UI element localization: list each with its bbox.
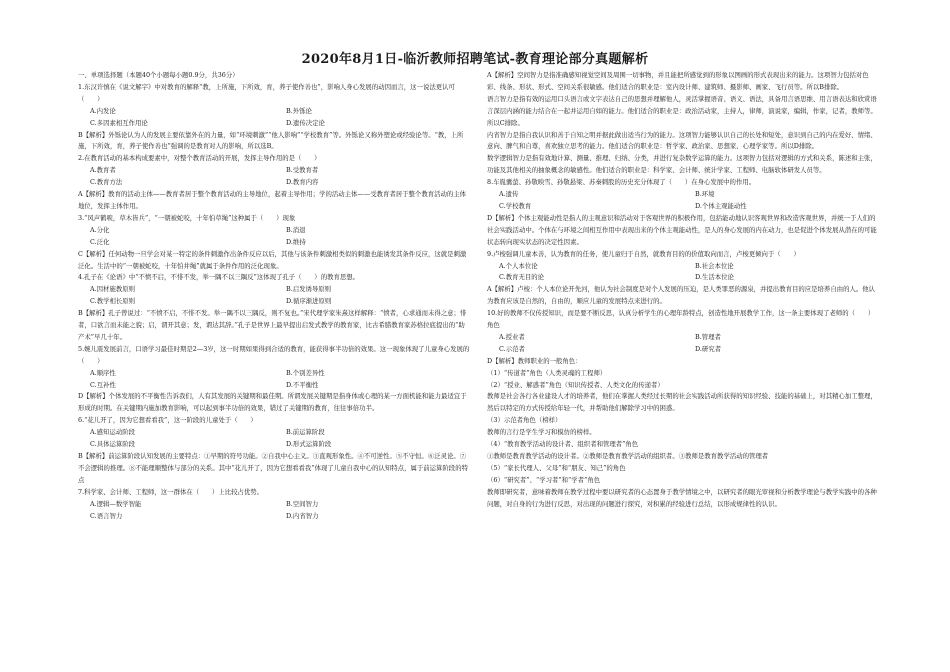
answer-option: D.生活本位论 bbox=[695, 273, 734, 282]
answer-option: C.学校教育 bbox=[499, 201, 532, 210]
answer-option: C.多因素相互作用论 bbox=[90, 118, 148, 127]
answer-option: D.内省智力 bbox=[286, 511, 319, 520]
answer-option: C.互补性 bbox=[90, 380, 116, 389]
answer-option: B.前运算阶段 bbox=[286, 428, 325, 437]
right-column bbox=[487, 70, 879, 511]
answer-option: D.研究者 bbox=[695, 344, 722, 353]
text-paragraph: 一、单项选择题（本题40个小题每小题0.9分，共36分） bbox=[78, 71, 239, 79]
text-paragraph: B【解析】孔子曾说过：“不愤不启，不悱不发。举一隅不以三隅反，则不复也。”宋代理学家朱熹这样解释：“愤者，心求通而未得之意；悱者，口欲言而未能之貌；启，谓开其意；发，谓达其辞。”孔子是世界上最早提出启发式教学的教育家，比古希腊教育家苏格拉底提出的“助产术”早几十年。 bbox=[78, 309, 467, 341]
answer-options bbox=[487, 261, 879, 285]
text-paragraph: 教师是社会各行各业建设人才的培养者，他们在掌握人类经过长期的社会实践活动所获得的知识经验、技能的基础上，对其精心加工整理，然后以特定的方式传授给年轻一代，并帮助他们解除学习中的困惑。 bbox=[487, 392, 877, 413]
answer-options bbox=[78, 165, 470, 189]
answer-option: C.教育方法 bbox=[90, 178, 123, 187]
answer-option: D.不平衡性 bbox=[286, 380, 319, 389]
text-paragraph: （3）示范者角色（榜样） bbox=[487, 416, 562, 425]
answer-option: B.启发诱导原则 bbox=[286, 285, 332, 294]
text-paragraph: （5）“家长代理人、父母”和“朋友、知己”的角色 bbox=[487, 463, 626, 472]
text-paragraph: D【解析】个体发展的不平衡性告诉我们，人有其发展的关键期和最佳期。所谓发展关键期是指身体或心理的某一方面机能和能力最适宜于形成的时期。在关键期内施加教育影响，可以起到事半功倍的效果，错过了关键期的教育，往往事倍功半。 bbox=[78, 392, 467, 413]
answer-option: D.形式运算阶段 bbox=[286, 440, 332, 449]
text-paragraph: 7.科学家、会计师、工程师，这一群体在（ ）上比较占优势。 bbox=[78, 487, 264, 496]
answer-option: D.维持 bbox=[286, 237, 306, 246]
answer-option: A.因材施教原则 bbox=[90, 285, 135, 294]
answer-option: A.个人本位论 bbox=[499, 261, 538, 270]
answer-options bbox=[78, 427, 470, 451]
answer-option: D.个体主观能动性 bbox=[695, 201, 747, 210]
answer-option: A.教育者 bbox=[90, 166, 116, 175]
text-paragraph: （1）“传道者”角色（人类灵魂的工程师） bbox=[487, 368, 607, 377]
answer-option: C.教学相长原则 bbox=[90, 297, 136, 306]
answer-options bbox=[487, 189, 879, 213]
text-paragraph: 10.好的教师不仅传授知识，而是要不断反思，认真分析学生的心理年龄特点，创造性地开展教学工作，这一条主要体现了老师的（ ）角色 bbox=[487, 309, 875, 330]
answer-option: C.具体运算阶段 bbox=[90, 440, 136, 449]
answer-option: D.教育内容 bbox=[286, 178, 319, 187]
text-paragraph: 教师即研究者，意味着教师在教学过程中要以研究者的心态置身于教学情境之中，以研究者的眼光审视和分析教学理论与教学实践中的各种问题，对自身的行为进行反思，对出现的问题进行探究，对积累的经验进行总结，以形成规律性的认识。 bbox=[487, 487, 877, 508]
text-paragraph: 5.婉儿震发展前言，口语学习最佳时期是2—3岁，这一时期如果得到合适的教育，能获得事半功倍的效果。这一现象体现了儿童身心发展的（ ） bbox=[78, 344, 470, 365]
text-paragraph: ①教师是教育教学活动的设计者。②教师是教育教学活动的组织者。③教师是教育教学活动的管理者 bbox=[487, 452, 769, 460]
text-paragraph: （4）“教育教学活动的设计者、组织者和管理者”角色 bbox=[487, 440, 639, 449]
answer-option: B.社会本位论 bbox=[695, 261, 734, 270]
text-paragraph: 4.孔子在《论语》中“不愤不启，不悱不发，举一隅不以三隅反”这体现了孔子（ ）的教育思想。 bbox=[78, 273, 360, 282]
answer-option: D.遗传决定论 bbox=[286, 118, 325, 127]
answer-options bbox=[78, 499, 470, 523]
text-paragraph: 3.“风声鹤唳，草木皆兵”，“一朝被蛇咬，十年怕草绳”这种属于（ ）现象 bbox=[78, 213, 296, 222]
text-paragraph: B【解析】前运算阶段认知发展的主要特点：①早期的符号功能。②自我中心主义。③直观形象性。④不可逆性。⑤不守恒。⑥泛灵论。⑦不会逻辑的推理。⑧不能理顺整体与部分的关系。其中“花儿开了，因为它想看看我”体现了儿童自我中心的认知特点，属于前运算阶段的特点 bbox=[78, 452, 468, 484]
answer-option: A.授业者 bbox=[499, 332, 525, 341]
answer-option: B.空间智力 bbox=[286, 499, 319, 508]
answer-option: B.个别差异性 bbox=[286, 368, 325, 377]
text-paragraph: B【解析】外铄论认为人的发展主要依靠外在的力量，如“环境刺激”“他人影响”“学校教育”等。外铄论又称外塑论或经验论等。“教，上所施，下所效，育，养子使作善也”强调的是教育对人的影响，所以选B。 bbox=[78, 130, 464, 151]
answer-option: A.感知运动阶段 bbox=[90, 428, 135, 437]
answer-options bbox=[78, 225, 470, 249]
text-paragraph: 2.在教育活动的基本构成要素中，对整个教育活动的开展，发挥主导作用的是（ ） bbox=[78, 154, 321, 163]
text-paragraph: D【解析】教师职业的一般角色： bbox=[487, 356, 582, 365]
document-title: 2020年8月1日-临沂教师招聘笔试-教育理论部分真题解析 bbox=[301, 52, 649, 67]
text-paragraph: A【解析】空间智力是指准确感知视觉空间及周围一切事物，并且能把所感觉到的形象以图画的形式表现出来的能力。这项智力包括对色彩、线条、形状、形式、空间关系很敏感。他们适合的职业是：室内设计师、建筑师、摄影师、画家、飞行员等。所以B排除。 bbox=[487, 71, 869, 91]
text-paragraph: 内省智力是指自我认识和善于自知之明并据此做出适当行为的能力。这项智力能够认识自己的长处和短处，意识到自己的内在爱好、情绪、意向、脾气和自尊，喜欢独立思考的能力。他们适合的职业是：哲学家、政治家、思想家、心理学家等。所以D排除。 bbox=[487, 130, 877, 151]
answer-options bbox=[78, 368, 470, 392]
answer-option: A.分化 bbox=[90, 225, 110, 234]
text-paragraph: A【解析】卢梭：个人本位论开先河，他认为社会制度是对个人发展的压迫，是人类罪恶的源泉，并提出教育目的应是培养自由的人。他认为教育应该是自然的，自由的，顺应儿童的发展特点来进行的。 bbox=[487, 285, 876, 306]
text-paragraph: （2）“授业、解惑者”角色（知识传授者、人类文化的传递者） bbox=[487, 380, 664, 389]
text-paragraph: 9.卢梭强调儿童本善，认为教育的任务，使儿童归于自然，就教育目的的价值取向而言，卢梭更倾向于（ ） bbox=[487, 249, 800, 258]
text-paragraph: 1.东汉许慎在《说文解字》中对教育的解释“教，上所施，下所效，育，养子使作善也”，影响人身心发展的动因而言，这一说法更认可（ ） bbox=[78, 82, 455, 103]
text-paragraph: 8.车胤囊萤、孙敬映雪、孙敬悬梁、苏秦刺股的历史充分体现了（ ）在身心发展中的作用。 bbox=[487, 178, 756, 187]
answer-option: A.逻辑—数学智能 bbox=[90, 499, 142, 508]
text-paragraph: 6.“花儿开了，因为它想看看我”，这一阶段的儿童处于（ ） bbox=[78, 416, 257, 425]
answer-option: A.顺序性 bbox=[90, 368, 116, 377]
answer-options bbox=[78, 106, 470, 130]
text-paragraph: A【解析】教育的活动主体——教育者居于整个教育活动的主导地位，起着主导作用；学的活动主体——受教育者居于整个教育活动的主体地位，发挥主体作用。 bbox=[78, 190, 467, 210]
text-paragraph: （6）“研究者”、“学习者”和“学者”角色 bbox=[487, 475, 601, 484]
answer-option: B.管理者 bbox=[695, 332, 721, 341]
answer-option: C.教育无目的论 bbox=[499, 273, 545, 282]
answer-option: B.消退 bbox=[286, 225, 306, 234]
answer-option: B.受教育者 bbox=[286, 166, 319, 175]
answer-option: C.泛化 bbox=[90, 237, 110, 246]
answer-option: A.遗传 bbox=[499, 190, 519, 199]
answer-option: C.语言智力 bbox=[90, 511, 123, 520]
text-paragraph: 数学逻辑智力是指有效地计算、测量、推理、归纳、分类，并进行复杂数学运算的能力。这项智力包括对逻辑的方式和关系，陈述和主张，功能及其他相关的抽象概念的敏感性。他们适合的职业是：科学家、会计师、统计学家、工程师、电脑软体研发人员等。 bbox=[487, 154, 877, 175]
text-paragraph: 语言智力是指有效的运用口头语言或文字表达自己的思想并理解他人，灵活掌握语音、语义、语法，具备用言语思维、用言语表达和欣赏语言深层内涵的能力结合在一起并运用自如的能力。他们适合的职业是：政治活动家，主持人，律师，演说家，编辑，作家，记者，教师等。所以C排除。 bbox=[487, 94, 877, 127]
text-paragraph: 教师的言行是学生学习和模仿的榜样。 bbox=[487, 428, 596, 437]
answer-option: B.外铄论 bbox=[286, 106, 312, 115]
answer-option: C.示范者 bbox=[499, 344, 525, 353]
left-column bbox=[78, 70, 470, 522]
answer-options bbox=[487, 332, 879, 356]
text-paragraph: D【解析】个体主观能动性是指人的主观意识和活动对于客观世界的积极作用，包括能动地认识客观世界和改造客观世界，并统一于人们的社会实践活动中。个体在与环境之间相互作用中表现出来的个体主观能动性，是人的身心发展的内在动力，也是促进个体发展从潜在的可能状态转向现实状态的决定性因素。 bbox=[487, 213, 877, 246]
answer-option: A.内发论 bbox=[90, 106, 116, 115]
answer-option: D.循序渐进原则 bbox=[286, 297, 332, 306]
answer-option: B.环境 bbox=[695, 190, 715, 199]
answer-options bbox=[78, 284, 470, 308]
text-paragraph: C【解析】任何动物一旦学会对某一特定的条件刺激作出条件反应以后，其他与该条件刺激相类似的刺激也能诱发其条件反应，这就是刺激泛化。生活中的“一朝被蛇咬，十年怕井绳”就属于条件作用的泛化现象。 bbox=[78, 249, 467, 270]
